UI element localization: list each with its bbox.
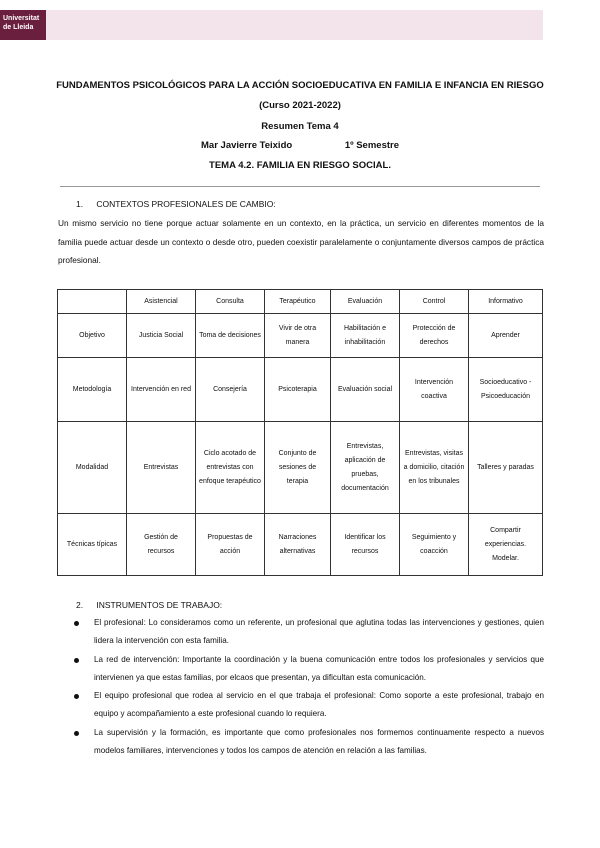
- table-header-cell: [58, 290, 127, 314]
- table-row-header: Técnicas típicas: [58, 514, 127, 576]
- table-cell: Entrevistas: [127, 422, 196, 514]
- summary-label: Resumen Tema 4: [261, 121, 339, 132]
- table-cell: Compartir experiencias. Modelar.: [469, 514, 543, 576]
- section-1-number: 1.: [76, 199, 84, 209]
- table-cell: Aprender: [469, 314, 543, 358]
- section-1-paragraph: Un mismo servicio no tiene porque actuar solamente en un contexto, en la práctica, un servicio en diferentes momentos de la familia puede actuar desde un contexto o desde otro, pueden coexistir paralelamente o conjuntamente diversos campos de práctica profesional.: [58, 218, 544, 265]
- header-band: [0, 10, 543, 40]
- table-cell: Seguimiento y coacción: [400, 514, 469, 576]
- table-header-cell: Consulta: [196, 290, 265, 314]
- horizontal-rule: [60, 186, 540, 187]
- table-cell: Identificar los recursos: [331, 514, 400, 576]
- table-cell: Consejería: [196, 358, 265, 422]
- table-cell: Talleres y paradas: [469, 422, 543, 514]
- table-row-header: Modalidad: [58, 422, 127, 514]
- table-cell: Narraciones alternativas: [265, 514, 331, 576]
- instruments-list: [74, 614, 544, 760]
- list-item-text: La supervisión y la formación, es importante que como profesionales nos formemos continuamente respecto a nuevos modelos familiares, intervenciones y todos los campos de atención en relación a las familias.: [94, 727, 544, 756]
- table-cell: Conjunto de sesiones de terapia: [265, 422, 331, 514]
- table-row: [58, 358, 543, 422]
- table-row-header: Objetivo: [58, 314, 127, 358]
- table-cell: Intervención en red: [127, 358, 196, 422]
- section-2-title: INSTRUMENTOS DE TRABAJO:: [96, 600, 223, 610]
- course-year: (Curso 2021-2022): [259, 100, 341, 111]
- table-header-cell: Asistencial: [127, 290, 196, 314]
- table-cell: Intervención coactiva: [400, 358, 469, 422]
- table-header-row: [58, 290, 543, 314]
- author-name: Mar Javierre Teixido: [201, 140, 293, 151]
- section-2-heading: [76, 600, 222, 610]
- table-row: [58, 314, 543, 358]
- section-2-number: 2.: [76, 600, 84, 610]
- list-item: [74, 651, 544, 688]
- section-1-title: CONTEXTOS PROFESIONALES DE CAMBIO:: [96, 199, 276, 209]
- list-item: [74, 724, 544, 761]
- table-cell: Vivir de otra manera: [265, 314, 331, 358]
- table-cell: Propuestas de acción: [196, 514, 265, 576]
- list-item-text: La red de intervención: Importante la coordinación y la buena comunicación entre todos los profesionales y servicios que intervienen ya que estas familias, por elcaos que presentan, ya dificultan esta comunicación.: [94, 654, 544, 682]
- author-line: [0, 140, 600, 151]
- table-header-cell: Evaluación: [331, 290, 400, 314]
- list-item: [74, 687, 544, 724]
- section-1-heading: [76, 199, 276, 209]
- logo-line-1: Universitat: [3, 15, 40, 22]
- table-cell: Socioeducativo - Psicoeducación: [469, 358, 543, 422]
- table-cell: Protección de derechos: [400, 314, 469, 358]
- table-header-cell: Control: [400, 290, 469, 314]
- table-cell: Entrevistas, aplicación de pruebas, documentación: [331, 422, 400, 514]
- bullet-icon: [74, 694, 79, 699]
- table-row-header: Metodología: [58, 358, 127, 422]
- table-cell: Justicia Social: [127, 314, 196, 358]
- document-title: FUNDAMENTOS PSICOLÓGICOS PARA LA ACCIÓN SOCIOEDUCATIVA EN FAMILIA E INFANCIA EN RIESGO: [56, 80, 544, 91]
- bullet-icon: [74, 658, 79, 663]
- table-cell: Ciclo acotado de entrevistas con enfoque terapéutico: [196, 422, 265, 514]
- topic-title: TEMA 4.2. FAMILIA EN RIESGO SOCIAL.: [209, 160, 391, 171]
- table-row: [58, 422, 543, 514]
- table-cell: Gestión de recursos: [127, 514, 196, 576]
- table-cell: Psicoterapia: [265, 358, 331, 422]
- semester-label: 1º Semestre: [344, 140, 399, 151]
- table-cell: Habilitación e inhabilitación: [331, 314, 400, 358]
- list-item-text: El equipo profesional que rodea al servicio en el que trabaja el profesional: Como soporte a este profesional, trabajo en equipo y acompañamiento a este profesional cuando lo requiera.: [94, 691, 544, 719]
- list-item: [74, 614, 544, 651]
- table-header-cell: Terapéutico: [265, 290, 331, 314]
- bullet-icon: [74, 621, 79, 626]
- table-cell: Evaluación social: [331, 358, 400, 422]
- contexts-table: [57, 289, 543, 576]
- table-cell: Toma de decisiones: [196, 314, 265, 358]
- list-item-text: El profesional: Lo consideramos como un referente, un profesional que aglutina todas las intervenciones y gestiones, quien lidera la intervención con esta familia.: [94, 618, 544, 646]
- logo-line-2: de Lleida: [3, 24, 34, 31]
- table-row: [58, 514, 543, 576]
- table-header-cell: Informativo: [469, 290, 543, 314]
- table-cell: Entrevistas, visitas a domicilio, citación en los tribunales: [400, 422, 469, 514]
- bullet-icon: [74, 731, 79, 736]
- university-logo: [0, 10, 46, 40]
